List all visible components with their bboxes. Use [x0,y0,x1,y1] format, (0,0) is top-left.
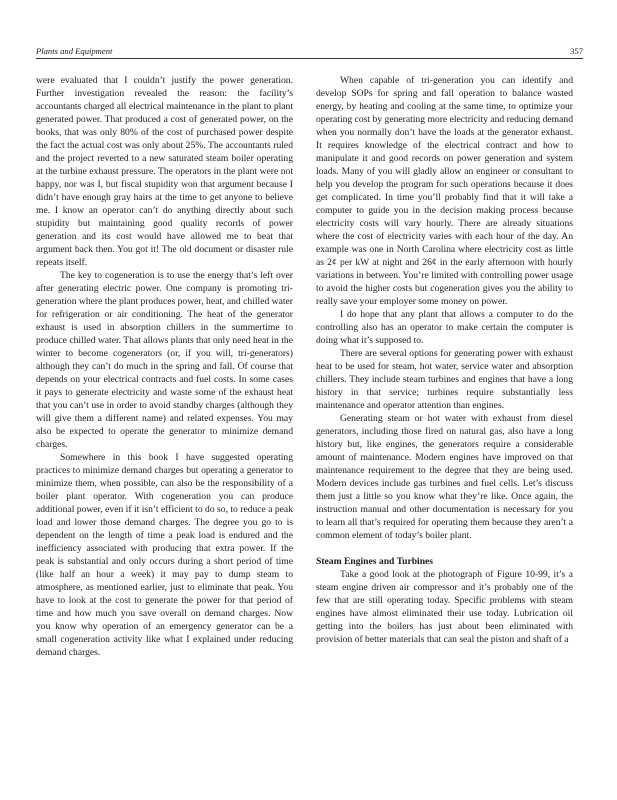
paragraph: When capable of tri-generation you can identify and develop SOPs for spring and fall operation to balance wasted energy, by heating and cooling at the same time, to optimize your operating cost by generating more electricity and reducing demand when you normally don’t have the loads at the generator exhaust. It requires knowledge of the electrical contract and how to manipulate it and good records on power generation and system loads. Many of you will gladly allow an engineer or consultant to help you develop the program for such operations because it does get complicated. In time you’ll probably find that it will take a computer to guide you in the decision making process because electricity costs will vary hourly. There are already situations where the cost of electricity varies with each hour of the day. An example was one in North Carolina where electricity cost as little as 2¢ per kW at night and 26¢ in the early afternoon with hourly variations in between. You’re limited with controlling power usage to avoid the higher costs but cogeneration gives you the ability to really save your employer some money on power. [316,75,573,307]
left-column [36,74,293,659]
running-head-title: Plants and Equipment [36,46,113,56]
paragraph: The key to cogeneration is to use the energy that’s left over after generating electric power. One company is promoting tri-generation where the plant produces power, heat, and chilled water for refrigeration or air conditioning. The heat of the generator exhaust is used in absorption chillers in the summertime to produce chilled water. That allows plants that only need heat in the winter to become cogenerators (or, if you will, tri-generators) although they can’t do much in the spring and fall. Of course that depends on your electrical contracts and fuel costs. In some cases it pays to generate electricity and waste some of the exhaust heat that you can’t use in order to avoid standby charges (although they will give them a different name) and related expenses. You may also be expected to operate the generator to minimize demand charges. [36,270,293,450]
paragraph: were evaluated that I couldn’t justify the power generation. Further investigation revealed the reason: the facility’s accountants charged all electrical maintenance in the plant to plant generated power. That produced a cost of generated power, on the books, that was only 80% of the cost of purchased power despite the fact the actual cost was only about 25%. The accountants ruled and the project reverted to a new saturated steam boiler operating at the turbine exhaust pressure. The operators in the plant were not happy, nor was I, but fiscal stupidity won that argument because I didn’t have enough gray hairs at the time to get anyone to believe me. I know an operator can’t do anything directly about such stupidity but maintaining good quality records of power generation and its cost would have allowed me to beat that argument back then. You got it! The old document or disaster rule repeats itself. [36,75,293,268]
right-column [316,74,573,646]
paragraph: Generating steam or hot water with exhaust from diesel generators, including those fired on natural gas, also have a long history but, like engines, the generators require a considerable amount of maintenance. Modern engines have improved on that maintenance requirement to the degree that they are being used. Modern devices include gas turbines and fuel cells. Let’s discuss them just a little so you know what they’re like. Once again, the instruction manual and other documentation is necessary for you to learn all that’s required for operating them because they aren’t a common element of today’s boiler plant. [316,413,573,541]
paragraph: Take a good look at the photograph of Figure 10-99, it’s a steam engine driven air compressor and it’s probably one of the few that are still operating today. Specific problems with steam engines have almost eliminated their use today. Lubrication oil getting into the boilers has just about been eliminated with provision of better materials that can seal the piston and shaft of a [316,569,573,645]
running-header [36,46,583,56]
paragraph: There are several options for generating power with exhaust heat to be used for steam, hot water, service water and absorption chillers. They include steam turbines and engines that have a long history in that service; turbines require substantially less maintenance and operator attention than engines. [316,348,573,411]
page-number: 357 [570,46,583,56]
paragraph: Somewhere in this book I have suggested operating practices to minimize demand charges but operating a generator to minimize them, when possible, can also be the responsibility of a boiler plant operator. With cogeneration you can produce additional power, even if it isn’t efficient to do so, to reduce a peak load and lower those demand charges. The degree you go to is dependent on the length of time a peak load is endured and the inefficiency associated with producing that extra power. If the peak is substantial and only occurs during a short period of time (like half an hour a week) it may pay to dump steam to atmosphere, as mentioned earlier, just to eliminate that peak. You have to look at the cost to generate the power for that period of time and how much you save overall on demand charges. Now you know why operation of an emergency generator can be a small cogeneration activity like what I explained under reducing demand charges. [36,452,293,658]
header-rule [36,58,583,59]
section-heading: Steam Engines and Turbines [316,556,434,567]
paragraph: I do hope that any plant that allows a computer to do the controlling also has an operator to make certain the computer is doing what it’s supposed to. [316,309,573,346]
